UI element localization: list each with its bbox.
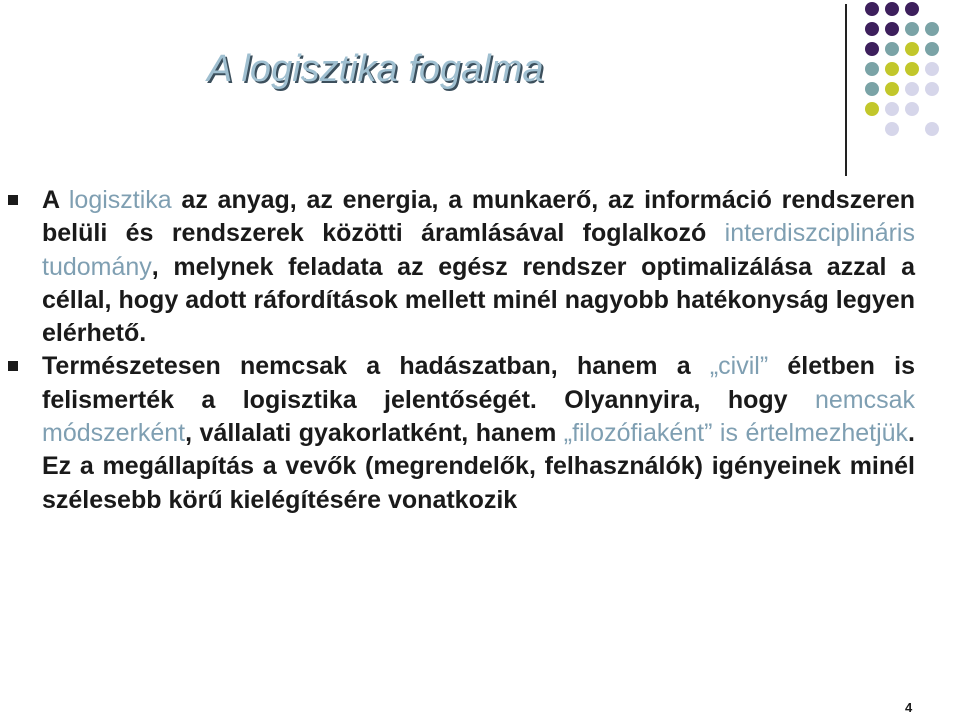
bullet-item-definition [42, 184, 915, 350]
decorative-dot [905, 22, 919, 36]
decorative-dot-grid [862, 0, 960, 160]
decorative-dot [885, 122, 899, 136]
bullet-text: életben is felismerték a logisztika jelentőségét. Olyannyira, hogy [42, 352, 915, 414]
bullet-text: . Ez a megállapítás a vevők (megrendelők, felhasználók) igényeinek minél szélesebb körű kielégítésére vonatkozik [42, 419, 915, 514]
decorative-dot [865, 2, 879, 16]
bullet-text: A [42, 186, 69, 214]
decorative-dot [885, 62, 899, 76]
decorative-dot [905, 102, 919, 116]
decorative-dot [925, 42, 939, 56]
decorative-dot [925, 82, 939, 96]
decorative-dot [865, 42, 879, 56]
decorative-dot [905, 42, 919, 56]
decorative-dot [905, 62, 919, 76]
square-bullet-icon [8, 361, 18, 371]
highlight-term: „civil” [709, 352, 769, 381]
decorative-dot [925, 122, 939, 136]
decorative-dot [885, 42, 899, 56]
highlight-term: interdiszciplináris tudomány [42, 219, 915, 281]
decorative-divider-line [845, 4, 847, 176]
decorative-dot [865, 62, 879, 76]
decorative-dot [865, 82, 879, 96]
decorative-dot [865, 102, 879, 116]
bullet-text: , vállalati gyakorlatként, hanem [185, 419, 564, 448]
decorative-dot [925, 62, 939, 76]
decorative-dot [885, 22, 899, 36]
bullet-text: az anyag, az energia, a munkaerő, az információ rendszeren belüli és rendszerek közötti áramlásával foglalkozó [42, 186, 916, 248]
decorative-dot [885, 82, 899, 96]
highlight-term: nemcsak módszerként [42, 385, 915, 448]
square-bullet-icon [8, 195, 18, 205]
decorative-dot [865, 22, 879, 36]
decorative-dot [905, 82, 919, 96]
decorative-dot [905, 2, 919, 16]
decorative-dot [925, 22, 939, 36]
page-number: 4 [905, 700, 913, 715]
bullet-item-civil [42, 350, 915, 516]
highlight-term: „filozófiaként” is értelmezhetjük [563, 419, 909, 448]
highlight-term: logisztika [68, 186, 172, 214]
slide-title: A logisztika fogalma [207, 48, 544, 90]
slide-body [0, 184, 960, 517]
decorative-dot [885, 102, 899, 116]
decorative-dot [885, 2, 899, 16]
bullet-text: , melynek feladata az egész rendszer optimalizálása azzal a céllal, hogy adott ráfordítások mellett minél nagyobb hatékonyság legyen elérhető. [42, 252, 915, 348]
bullet-text: Természetesen nemcsak a hadászatban, hanem a [42, 352, 710, 381]
